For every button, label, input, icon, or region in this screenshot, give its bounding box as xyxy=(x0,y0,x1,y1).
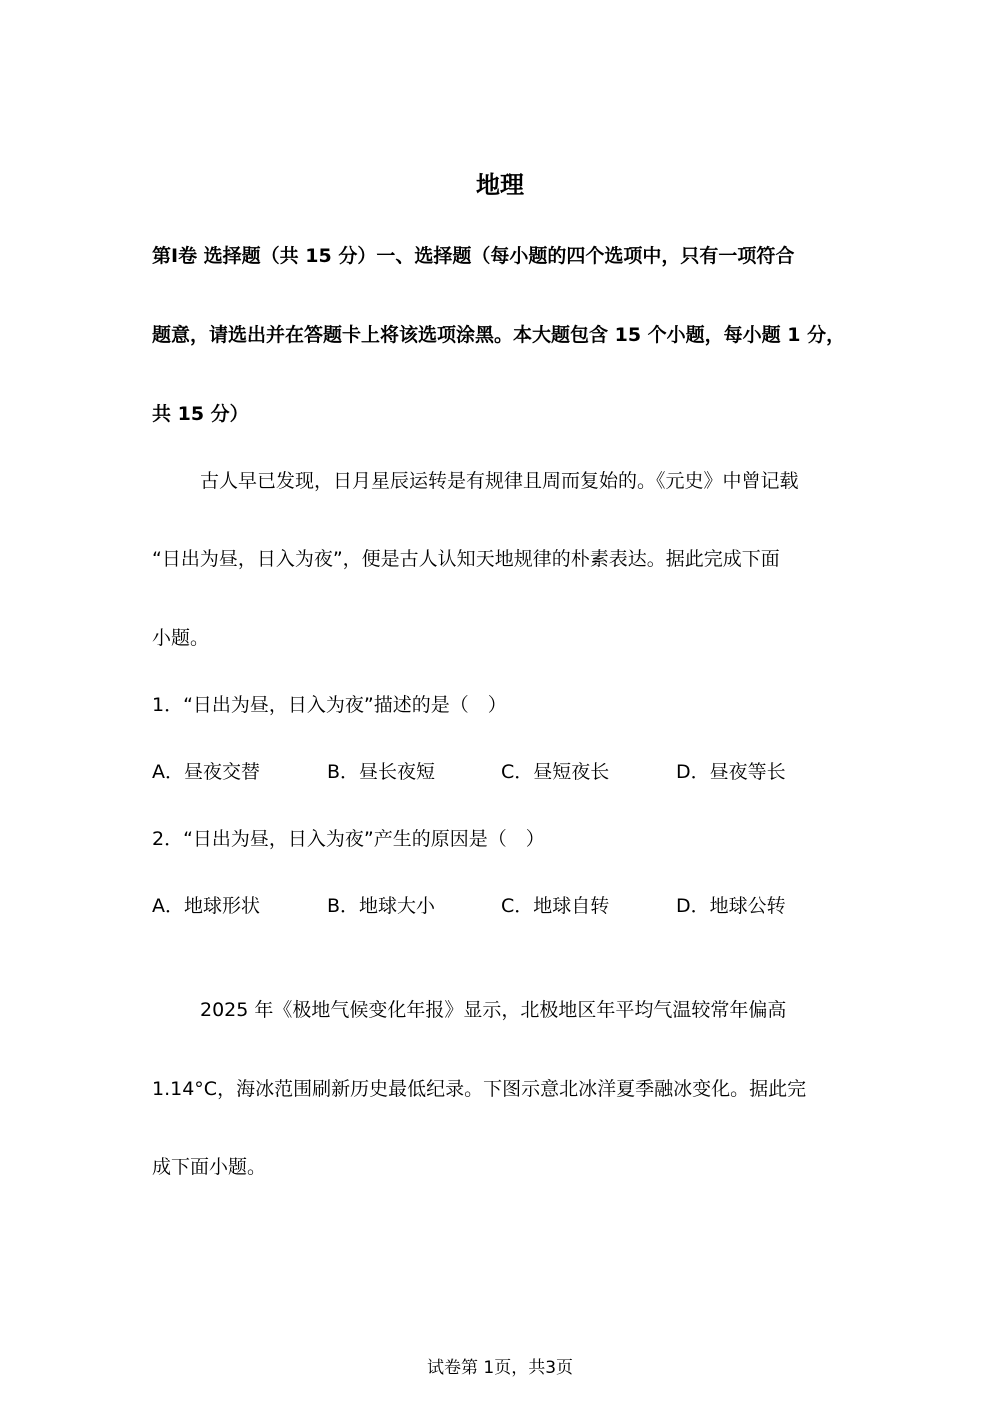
question-2-option-b: B．地球大小 xyxy=(327,895,436,917)
question-1-option-d: D．昼夜等长 xyxy=(676,761,786,783)
passage2-line-3: 成下面小题。 xyxy=(152,1156,267,1178)
question-2-stem: 2．“日出为昼，日入为夜”产生的原因是（ ） xyxy=(152,828,545,850)
question-2-option-a: A．地球形状 xyxy=(152,895,260,917)
section-header-line-3: 共 15 分） xyxy=(152,403,249,425)
passage1-line-3: 小题。 xyxy=(152,627,210,649)
question-2-option-d: D．地球公转 xyxy=(676,895,786,917)
passage1-line-2: “日出为昼，日入为夜”，便是古人认知天地规律的朴素表达。据此完成下面 xyxy=(152,548,780,570)
section-header-line-2: 题意，请选出并在答题卡上将该选项涂黑。本大题包含 15 个小题，每小题 1 分， xyxy=(152,324,846,346)
passage2-line-2: 1.14°C，海冰范围刷新历史最低纪录。下图示意北冰洋夏季融冰变化。据此完 xyxy=(152,1078,807,1100)
section-header-line-1: 第Ⅰ卷 选择题（共 15 分）一、选择题（每小题的四个选项中，只有一项符合 xyxy=(152,245,795,267)
page-title: 地理 xyxy=(476,171,524,199)
question-1-option-a: A．昼夜交替 xyxy=(152,761,260,783)
passage2-line-1: 2025 年《极地气候变化年报》显示，北极地区年平均气温较常年偏高 xyxy=(200,999,787,1021)
page-footer: 试卷第 1页，共3页 xyxy=(426,1358,574,1378)
question-1-option-b: B．昼长夜短 xyxy=(327,761,436,783)
passage1-line-1: 古人早已发现，日月星辰运转是有规律且周而复始的。《元史》中曾记载 xyxy=(200,470,799,492)
question-1-option-c: C．昼短夜长 xyxy=(501,761,610,783)
question-1-stem: 1．“日出为昼，日入为夜”描述的是（ ） xyxy=(152,694,507,716)
question-2-option-c: C．地球自转 xyxy=(501,895,610,917)
